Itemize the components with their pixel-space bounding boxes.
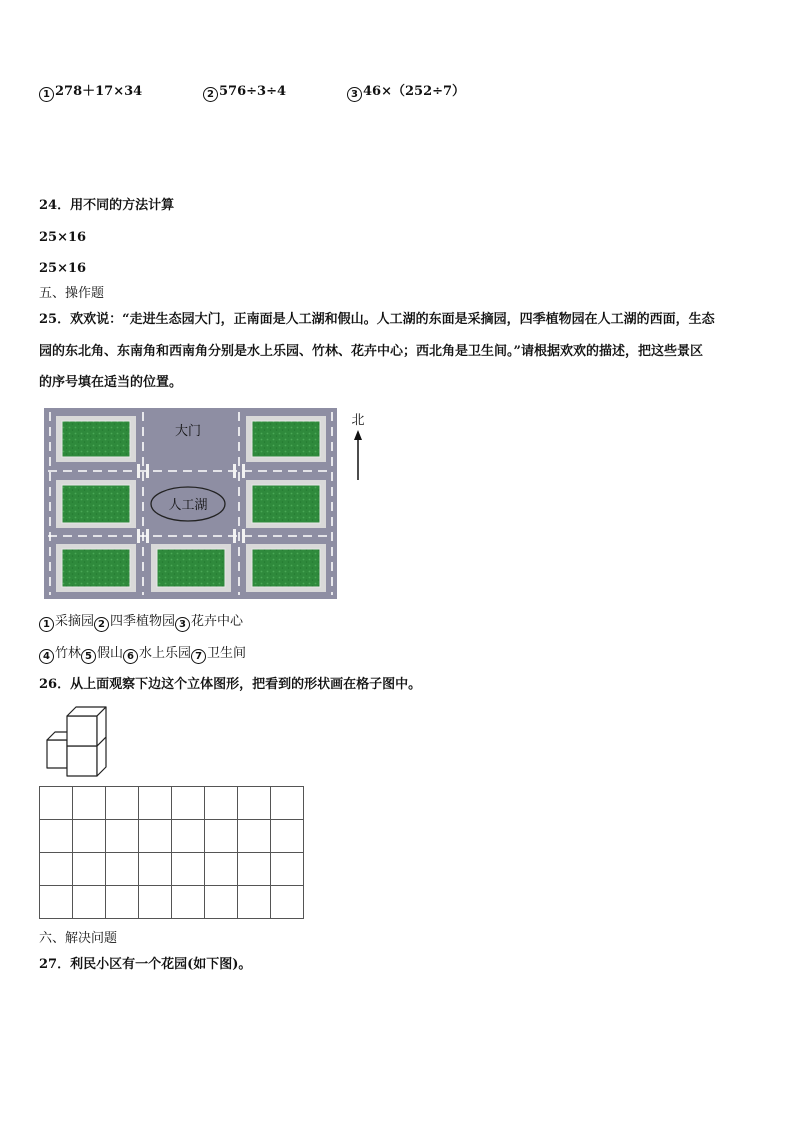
gate-label: 大门	[174, 424, 202, 439]
expr-1	[39, 84, 142, 102]
circled-number: 5	[81, 649, 96, 664]
grid-cell[interactable]	[172, 820, 205, 853]
block-nw	[56, 416, 136, 462]
grid-cell[interactable]	[271, 886, 304, 919]
q25-line3: 的序号填在适当的位置。	[39, 375, 183, 390]
park-map	[44, 408, 337, 599]
q27-title: 27．利民小区有一个花园(如下图)。	[39, 957, 252, 972]
grid-cell[interactable]	[73, 886, 106, 919]
north-label: 北	[351, 413, 365, 428]
grid-row	[40, 820, 304, 853]
option-label: 竹林	[55, 646, 82, 661]
option-label: 卫生间	[207, 646, 247, 661]
grid-cell[interactable]	[238, 787, 271, 820]
grid-cell[interactable]	[172, 787, 205, 820]
circled-number: 3	[347, 87, 362, 102]
expr-text: 278＋17×34	[55, 84, 143, 99]
cube-left-front	[47, 740, 67, 768]
grid-cell[interactable]	[40, 787, 73, 820]
cube-figure	[44, 702, 120, 780]
grid-row	[40, 787, 304, 820]
north-arrow-head	[354, 430, 362, 440]
expr-text: 46×（252÷7）	[363, 84, 466, 99]
circled-number: 1	[39, 87, 54, 102]
grid-cell[interactable]	[271, 820, 304, 853]
cube-top-front	[67, 716, 97, 746]
grid-cell[interactable]	[73, 853, 106, 886]
circled-number: 3	[175, 617, 190, 632]
grid-cell[interactable]	[73, 787, 106, 820]
grid-cell[interactable]	[238, 820, 271, 853]
block-sw	[56, 544, 136, 592]
block-e	[246, 480, 326, 528]
q25-line1: 25．欢欢说：“走进生态园大门，正南面是人工湖和假山。人工湖的东面是采摘园，四季植物园在人工湖的西面，生态	[39, 312, 715, 327]
options-row-2	[39, 646, 246, 664]
circled-number: 2	[94, 617, 109, 632]
option-label: 四季植物园	[110, 614, 176, 629]
grid-row	[40, 853, 304, 886]
grid-cell[interactable]	[271, 853, 304, 886]
grid-cell[interactable]	[205, 886, 238, 919]
options-row-1	[39, 614, 243, 632]
option-label: 花卉中心	[191, 614, 244, 629]
lake-label: 人工湖	[168, 498, 208, 513]
expr-text: 576÷3÷4	[219, 84, 287, 99]
answer-grid[interactable]	[39, 786, 304, 919]
block-w	[56, 480, 136, 528]
grid-cell[interactable]	[271, 787, 304, 820]
section-5-heading: 五、操作题	[39, 286, 105, 301]
circled-number: 1	[39, 617, 54, 632]
grid-cell[interactable]	[139, 853, 172, 886]
grid-cell[interactable]	[139, 787, 172, 820]
q24-line1: 25×16	[39, 230, 87, 245]
grid-cell[interactable]	[238, 886, 271, 919]
grid-cell[interactable]	[73, 820, 106, 853]
grid-cell[interactable]	[139, 820, 172, 853]
block-ne	[246, 416, 326, 462]
q25-line2: 园的东北角、东南角和西南角分别是水上乐园、竹林、花卉中心；西北角是卫生间。”请根据欢欢的描述，把这些景区	[39, 344, 703, 359]
grid-row	[40, 886, 304, 919]
section-6-heading: 六、解决问题	[39, 931, 118, 946]
grid-cell[interactable]	[40, 820, 73, 853]
grid-cell[interactable]	[40, 853, 73, 886]
option-label: 假山	[97, 646, 124, 661]
grid-cell[interactable]	[205, 820, 238, 853]
circled-number: 2	[203, 87, 218, 102]
circled-number: 4	[39, 649, 54, 664]
option-label: 水上乐园	[139, 646, 192, 661]
grid-cell[interactable]	[139, 886, 172, 919]
grid-cell[interactable]	[106, 886, 139, 919]
grid-cell[interactable]	[172, 886, 205, 919]
block-se	[246, 544, 326, 592]
expr-3	[347, 84, 465, 102]
option-label: 采摘园	[55, 614, 95, 629]
grid-cell[interactable]	[40, 886, 73, 919]
north-arrow	[348, 410, 368, 482]
grid-cell[interactable]	[106, 853, 139, 886]
grid-cell[interactable]	[205, 787, 238, 820]
q24-title: 24．用不同的方法计算	[39, 198, 175, 213]
expr-2	[203, 84, 286, 102]
cube-bottom-front	[67, 746, 97, 776]
grid-cell[interactable]	[238, 853, 271, 886]
circled-number: 6	[123, 649, 138, 664]
block-s	[151, 544, 231, 592]
circled-number: 7	[191, 649, 206, 664]
grid-cell[interactable]	[205, 853, 238, 886]
grid-cell[interactable]	[106, 820, 139, 853]
q26-title: 26．从上面观察下边这个立体图形，把看到的形状画在格子图中。	[39, 677, 422, 692]
q24-line2: 25×16	[39, 261, 87, 276]
grid-cell[interactable]	[172, 853, 205, 886]
grid-cell[interactable]	[106, 787, 139, 820]
